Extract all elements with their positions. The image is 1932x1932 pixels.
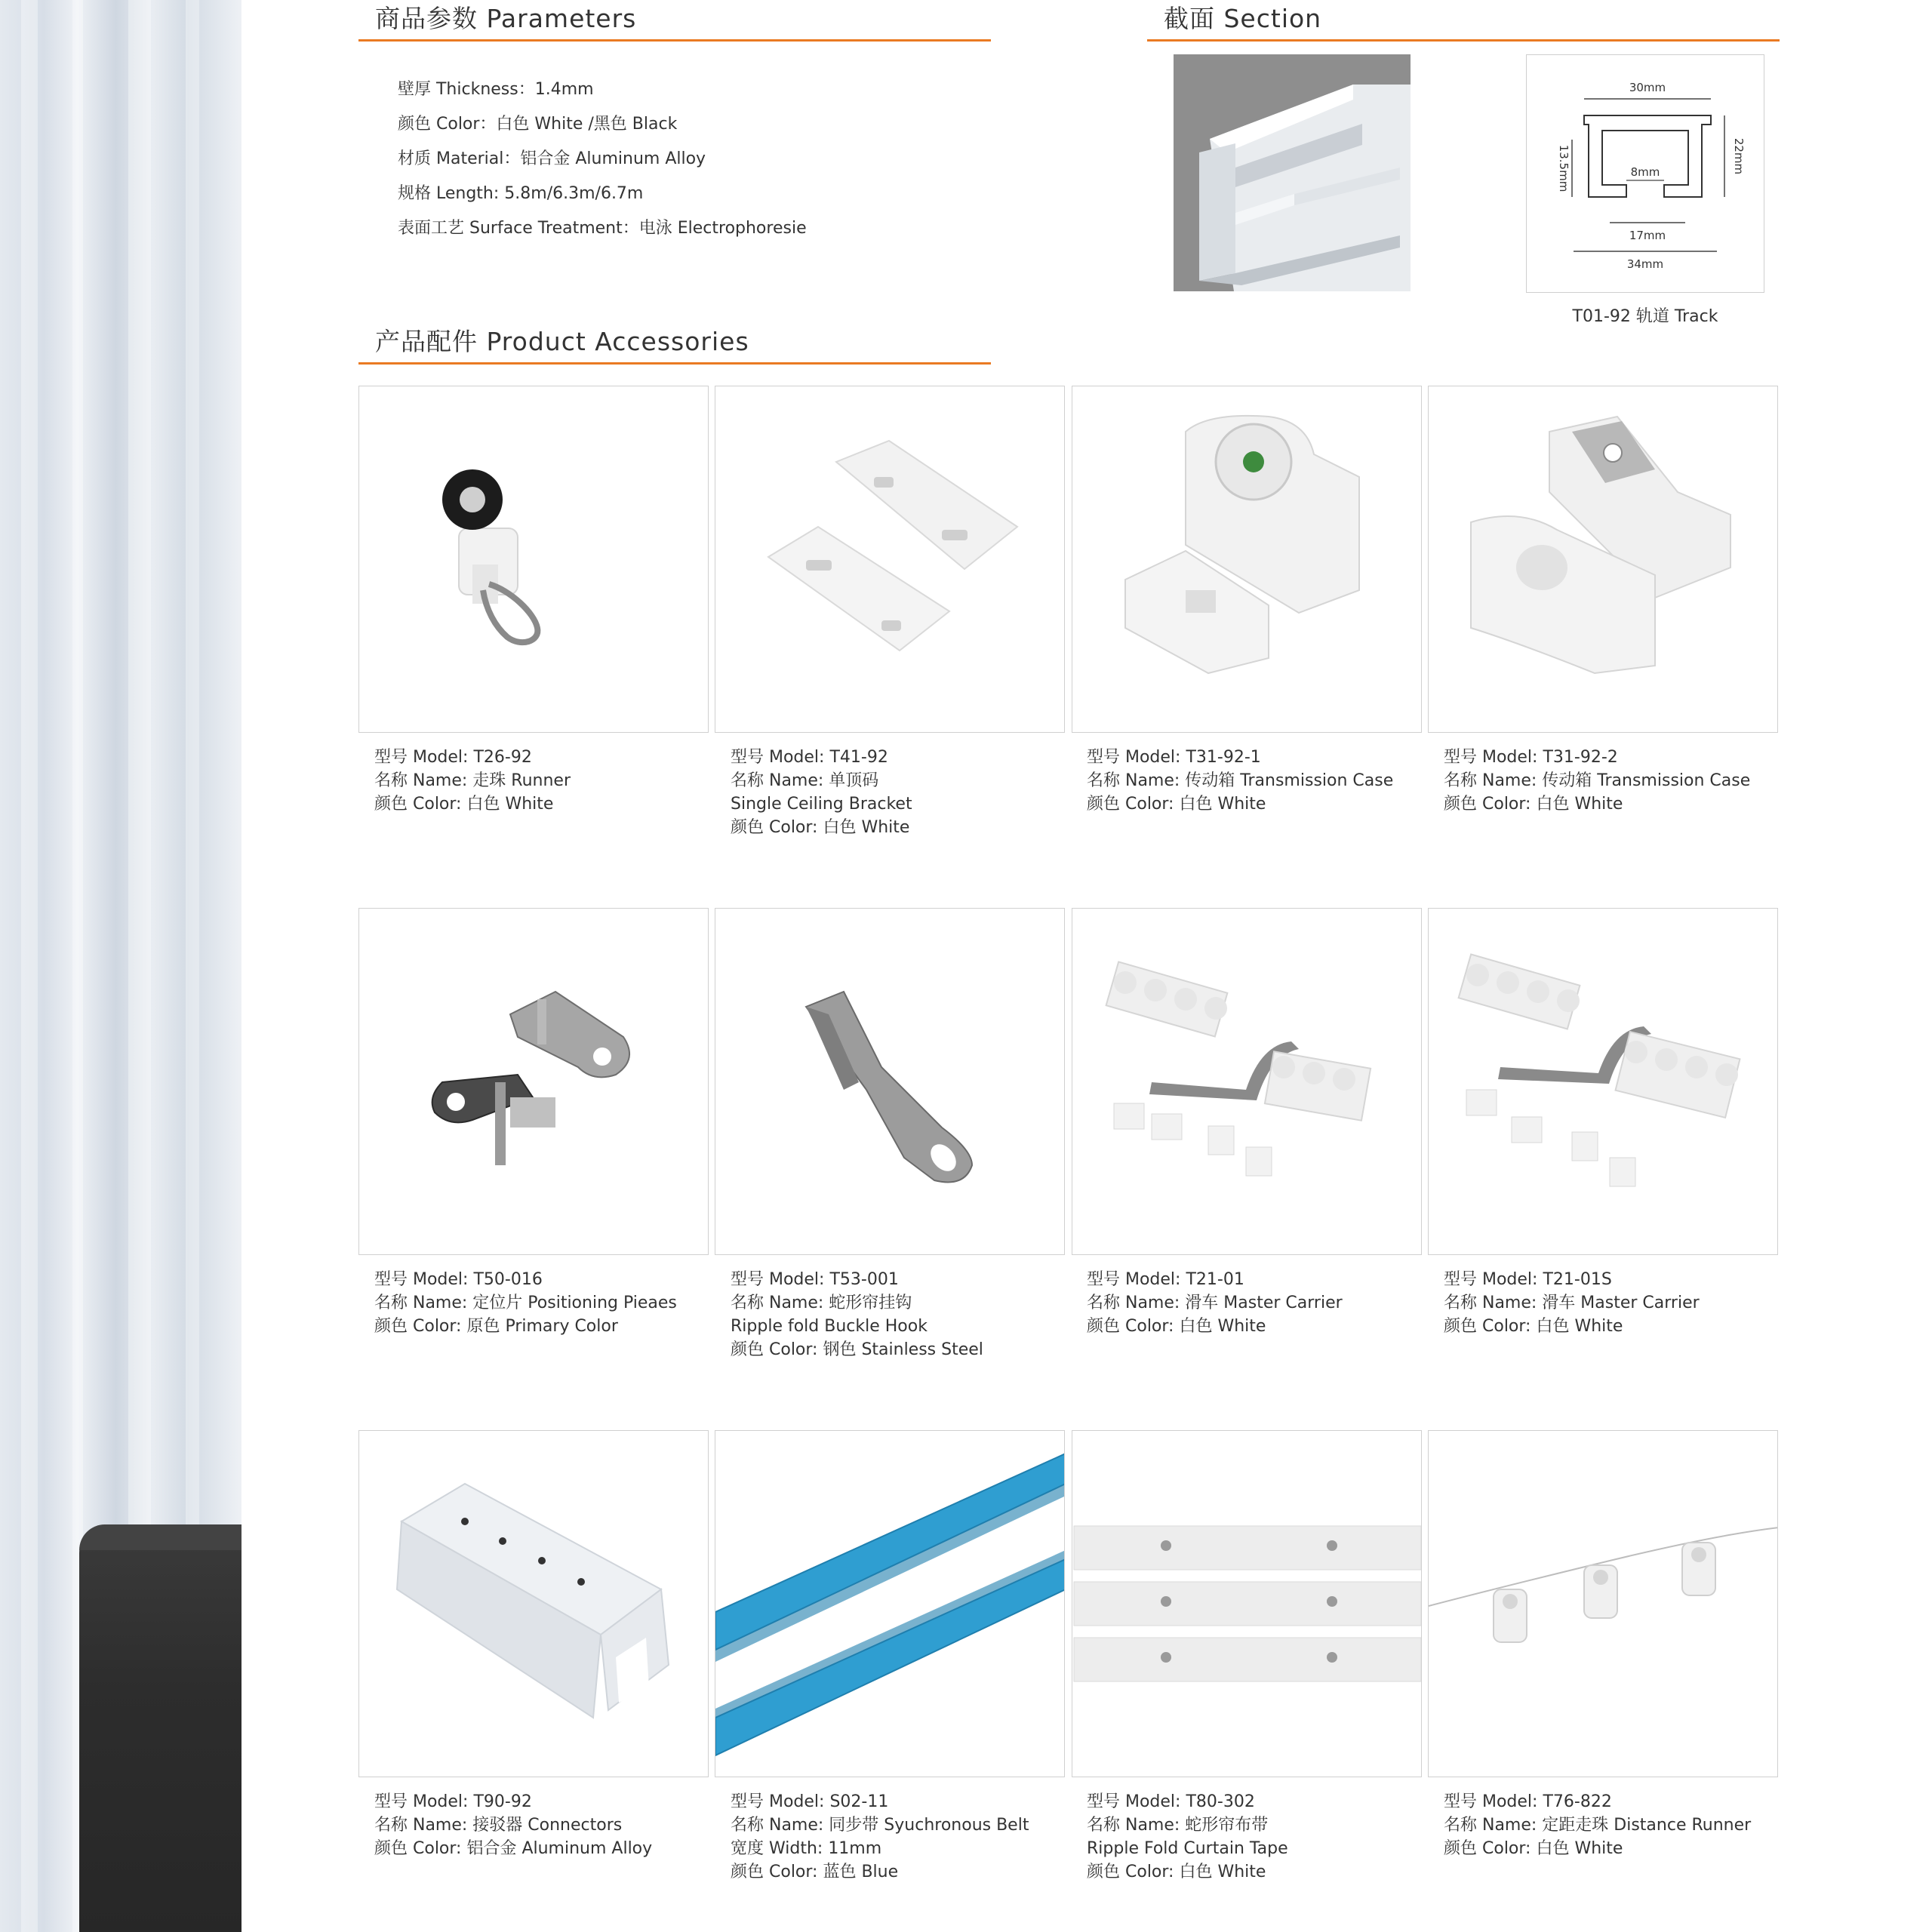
product-card-t21-01 (1072, 908, 1422, 1255)
product-card-t21-01s (1428, 908, 1778, 1255)
dim-slot: 8mm (1630, 165, 1660, 179)
product-model: 型号 Model: T41-92 (731, 748, 888, 767)
synchronous-belt-image (715, 1431, 1065, 1777)
product-name: 名称 Name: 滑车 Master Carrier (1444, 1294, 1700, 1312)
product-info-t21-01s (1444, 1268, 1791, 1338)
param-surface: 表面工艺 Surface Treatment：电泳 Electrophoresie (398, 219, 807, 238)
accessories-title: 产品配件 Product Accessories (375, 327, 749, 356)
product-info-t41-92 (731, 746, 1078, 839)
sofa-image (79, 1524, 242, 1932)
product-model: 型号 Model: T53-001 (731, 1270, 899, 1289)
dim-right: 22mm (1732, 137, 1746, 175)
param-material: 材质 Material：铝合金 Aluminum Alloy (398, 149, 706, 168)
product-model: 型号 Model: T90-92 (374, 1792, 532, 1811)
product-model: 型号 Model: T50-016 (374, 1270, 543, 1289)
product-model: 型号 Model: T26-92 (374, 748, 532, 767)
master-carrier-s-image (1429, 909, 1778, 1255)
connector-image (359, 1431, 709, 1777)
product-card-t41-92 (715, 386, 1065, 733)
product-name: 名称 Name: 传动箱 Transmission Case (1444, 771, 1751, 790)
product-card-t31-92-2 (1428, 386, 1778, 733)
product-model: 型号 Model: T31-92-2 (1444, 748, 1618, 767)
product-info-t90-92 (374, 1790, 721, 1860)
product-info-t80-302 (1087, 1790, 1434, 1884)
product-card-t80-302 (1072, 1430, 1422, 1777)
curtain-photo (0, 0, 242, 1932)
product-card-s02-11 (715, 1430, 1065, 1777)
product-color: 颜色 Color: 白色 White (731, 818, 910, 837)
product-name: 名称 Name: 同步带 Syuchronous Belt (731, 1816, 1029, 1835)
product-card-t31-92-1 (1072, 386, 1422, 733)
product-name: 名称 Name: 蛇形帘布带 (1087, 1816, 1269, 1835)
dim-top: 30mm (1629, 81, 1666, 94)
product-info-t26-92 (374, 746, 721, 816)
parameters-heading (358, 0, 991, 42)
product-name: 名称 Name: 滑车 Master Carrier (1087, 1294, 1343, 1312)
product-model: 型号 Model: T80-302 (1087, 1792, 1255, 1811)
product-info-t31-92-1 (1087, 746, 1434, 816)
product-info-t53-001 (731, 1268, 1078, 1361)
product-model: 型号 Model: S02-11 (731, 1792, 889, 1811)
ceiling-bracket-image (715, 386, 1065, 733)
product-color: 颜色 Color: 原色 Primary Color (374, 1317, 618, 1336)
dim-inner: 17mm (1629, 229, 1666, 242)
distance-runner-image (1429, 1431, 1778, 1777)
product-name: 名称 Name: 单顶码 (731, 771, 879, 790)
product-card-t50-016 (358, 908, 709, 1255)
product-info-t31-92-2 (1444, 746, 1791, 816)
product-name-en: Single Ceiling Bracket (731, 795, 912, 814)
product-color: 颜色 Color: 蓝色 Blue (731, 1863, 899, 1881)
curtain-tape-image (1072, 1431, 1422, 1777)
product-card-t53-001 (715, 908, 1065, 1255)
product-name: 名称 Name: 定位片 Positioning Pieaes (374, 1294, 677, 1312)
section-heading (1147, 0, 1780, 42)
track-section-diagram (1526, 54, 1764, 293)
product-color: 颜色 Color: 白色 White (1087, 1317, 1266, 1336)
product-model: 型号 Model: T21-01 (1087, 1270, 1244, 1289)
track-photo (1174, 54, 1411, 291)
accessories-heading (358, 323, 991, 365)
parameters-title: 商品参数 Parameters (375, 4, 637, 33)
product-name: 名称 Name: 走珠 Runner (374, 771, 571, 790)
product-name-en: Ripple Fold Curtain Tape (1087, 1839, 1288, 1858)
product-name: 名称 Name: 传动箱 Transmission Case (1087, 771, 1394, 790)
product-name: 名称 Name: 定距走珠 Distance Runner (1444, 1816, 1752, 1835)
transmission-case-2-image (1429, 386, 1778, 733)
param-length: 规格 Length: 5.8m/6.3m/6.7m (398, 184, 644, 203)
product-color: 颜色 Color: 铝合金 Aluminum Alloy (374, 1839, 653, 1858)
param-color: 颜色 Color：白色 White /黑色 Black (398, 115, 678, 134)
positioning-pieces-image (359, 909, 709, 1255)
product-card-t76-822 (1428, 1430, 1778, 1777)
buckle-hook-image (715, 909, 1065, 1255)
parameter-list (398, 72, 807, 246)
product-color: 颜色 Color: 白色 White (1087, 1863, 1266, 1881)
section-title: 截面 Section (1164, 4, 1322, 33)
product-model: 型号 Model: T31-92-1 (1087, 748, 1261, 767)
product-card-t26-92 (358, 386, 709, 733)
product-info-t21-01 (1087, 1268, 1434, 1338)
product-name: 名称 Name: 蛇形帘挂钩 (731, 1294, 912, 1312)
product-info-t76-822 (1444, 1790, 1791, 1860)
dim-bottom: 34mm (1626, 257, 1664, 271)
dim-left: 13.5mm (1557, 144, 1571, 192)
product-info-s02-11 (731, 1790, 1078, 1884)
product-width: 宽度 Width: 11mm (731, 1839, 882, 1858)
product-color: 颜色 Color: 白色 White (1087, 795, 1266, 814)
product-model: 型号 Model: T76-822 (1444, 1792, 1612, 1811)
product-name: 名称 Name: 接驳器 Connectors (374, 1816, 623, 1835)
product-info-t50-016 (374, 1268, 721, 1338)
transmission-case-1-image (1072, 386, 1422, 733)
track-caption: T01-92 轨道 Track (1572, 307, 1718, 326)
product-color: 颜色 Color: 白色 White (1444, 1839, 1623, 1858)
product-color: 颜色 Color: 白色 White (1444, 795, 1623, 814)
product-name-en: Ripple fold Buckle Hook (731, 1317, 928, 1336)
param-thickness: 壁厚 Thickness：1.4mm (398, 80, 594, 99)
product-color: 颜色 Color: 钢色 Stainless Steel (731, 1340, 983, 1359)
product-card-t90-92 (358, 1430, 709, 1777)
product-color: 颜色 Color: 白色 White (1444, 1317, 1623, 1336)
product-model: 型号 Model: T21-01S (1444, 1270, 1612, 1289)
master-carrier-image (1072, 909, 1422, 1255)
runner-image (359, 386, 709, 733)
product-color: 颜色 Color: 白色 White (374, 795, 554, 814)
